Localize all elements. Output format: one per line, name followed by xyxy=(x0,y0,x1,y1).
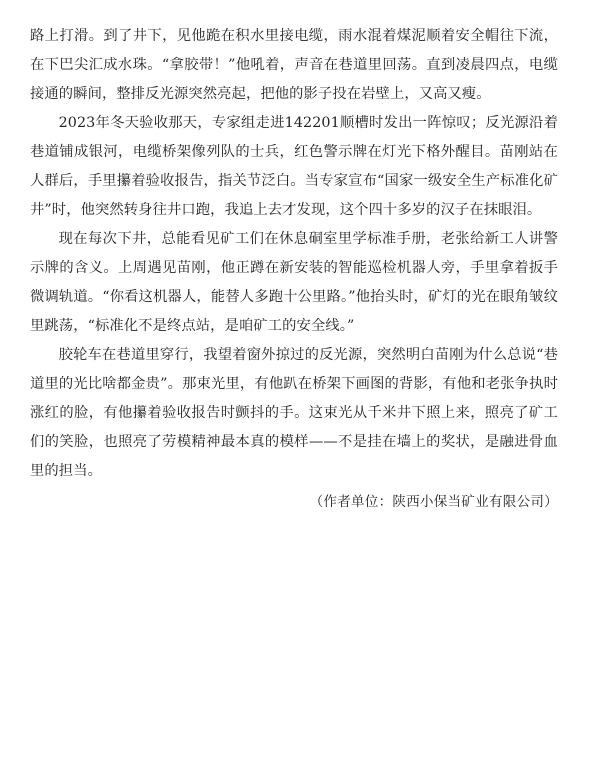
article-body xyxy=(30,22,558,517)
author-affiliation: （作者单位：陕西小保当矿业有限公司） xyxy=(309,494,558,510)
paragraph-present-day: 现在每次下井，总能看见矿工们在休息硐室里学标准手册，老张给新工人讲警示牌的含义。上周遇见苗刚，他正蹲在新安装的智能巡检机器人旁，手里拿着扳手微调轨道。“你看这机器人，能替人多跑十公里路。”他抬头时，矿灯的光在眼角皱纹里跳荡，“标准化不是终点站，是咱矿工的安全线。” xyxy=(30,231,558,334)
paragraph-reflection: 胶轮车在巷道里穿行，我望着窗外掠过的反光源，突然明白苗刚为什么总说“巷道里的光比啥都金贵”。那束光里，有他趴在桥架下画图的背影，有他和老张争执时涨红的脸，有他攥着验收报告时颤抖的手。这束光从千米井下照上来，照亮了矿工们的笑脸，也照亮了劳模精神最本真的模样——不是挂在墙上的奖状，是融进骨血里的担当。 xyxy=(30,347,558,479)
paragraph-acceptance: 2023年冬天验收那天，专家组走进142201顺槽时发出一阵惊叹；反光源沿着巷道铺成银河，电缆桥架像列队的士兵，红色警示牌在灯光下格外醒目。苗刚站在人群后，手里攥着验收报告，指关节泛白。当专家宣布“国家一级安全生产标准化矿井”时，他突然转身往井口跑，我追上去才发现，这个四十多岁的汉子在抹眼泪。 xyxy=(30,115,558,218)
paragraph-continuation: 路上打滑。到了井下，见他跪在积水里接电缆，雨水混着煤泥顺着安全帽往下流，在下巴尖汇成水珠。“拿胶带！”他吼着，声音在巷道里回荡。直到凌晨四点，电缆接通的瞬间，整排反光源突然亮起，把他的影子投在岩壁上，又高又瘦。 xyxy=(30,28,558,102)
